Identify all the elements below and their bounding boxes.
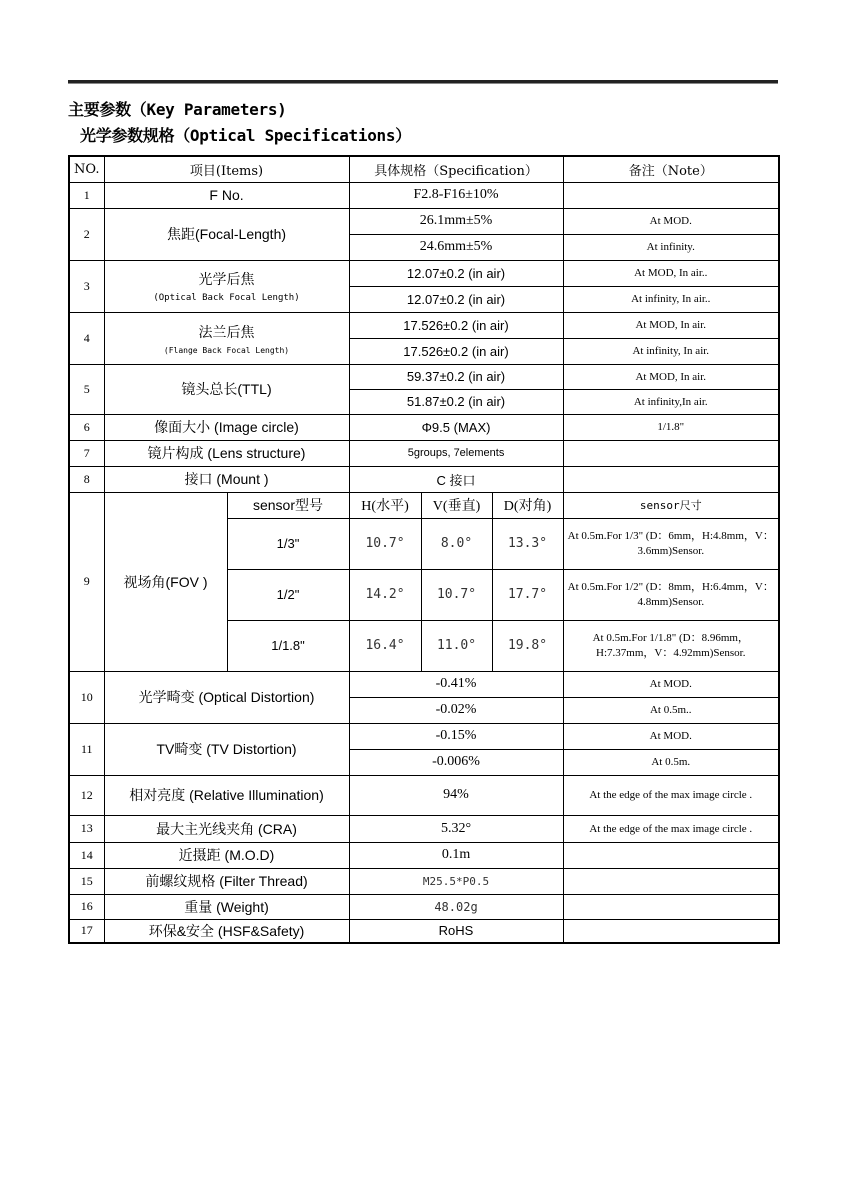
fov-note: At 0.5m.For 1/1.8" (D：8.96mm，H:7.37mm，V：4.92mm)Sensor. (563, 620, 779, 671)
row-note (563, 868, 779, 894)
row-no: 12 (69, 775, 104, 815)
table-row (69, 868, 779, 894)
row-note: At MOD. (563, 208, 779, 234)
fov-header-v: V(垂直) (421, 492, 492, 518)
table-row (69, 671, 779, 697)
row-no: 15 (69, 868, 104, 894)
row-item (104, 312, 349, 364)
row-spec: RoHS (349, 919, 563, 943)
table-row (69, 208, 779, 234)
section-subheading: 光学参数规格（Optical Specifications） (80, 126, 411, 145)
row-note: At MOD, In air. (563, 364, 779, 389)
row-note (563, 842, 779, 868)
fov-v: 8.0° (421, 518, 492, 569)
row-spec: 12.07±0.2 (in air) (349, 286, 563, 312)
row-note (563, 919, 779, 943)
row-no: 13 (69, 815, 104, 842)
row-item: 光学畸变 (Optical Distortion) (104, 671, 349, 723)
row-note (563, 440, 779, 466)
table-row (69, 260, 779, 286)
table-row (69, 312, 779, 338)
fov-note: At 0.5m.For 1/3" (D：6mm，H:4.8mm，V：3.6mm)Sensor. (563, 518, 779, 569)
header-spec: 具体规格（Specification） (349, 156, 563, 182)
fov-header-size: sensor尺寸 (563, 492, 779, 518)
row-item: 镜头总长(TTL) (104, 364, 349, 414)
row-spec: -0.02% (349, 697, 563, 723)
row-item: 焦距(Focal-Length) (104, 208, 349, 260)
row-spec: 5groups, 7elements (349, 440, 563, 466)
row-item: 相对亮度 (Relative Illumination) (104, 775, 349, 815)
row-spec: -0.15% (349, 723, 563, 749)
row-spec: -0.41% (349, 671, 563, 697)
row-item: 近摄距 (M.O.D) (104, 842, 349, 868)
optical-spec-table (68, 155, 780, 944)
item-cn: 光学后焦 (198, 271, 255, 287)
row-item: 环保&安全 (HSF&Safety) (104, 919, 349, 943)
table-row (69, 842, 779, 868)
table-row (69, 919, 779, 943)
row-spec: 26.1mm±5% (349, 208, 563, 234)
row-item: 前螺纹规格 (Filter Thread) (104, 868, 349, 894)
fov-h: 10.7° (349, 518, 421, 569)
row-item: 接口 (Mount ) (104, 466, 349, 492)
row-spec: C 接口 (349, 466, 563, 492)
row-note: 1/1.8" (563, 414, 779, 440)
table-row (69, 414, 779, 440)
row-spec: 94% (349, 775, 563, 815)
row-spec: 59.37±0.2 (in air) (349, 364, 563, 389)
header-row (69, 156, 779, 182)
item-cn: 法兰后焦 (198, 323, 255, 340)
row-spec: 5.32° (349, 815, 563, 842)
row-no: 1 (69, 182, 104, 208)
row-note (563, 182, 779, 208)
fov-v: 10.7° (421, 569, 492, 620)
row-no: 16 (69, 894, 104, 919)
row-spec: 24.6mm±5% (349, 234, 563, 260)
row-spec: 12.07±0.2 (in air) (349, 260, 563, 286)
row-note: At the edge of the max image circle . (563, 775, 779, 815)
row-note: At infinity, In air. (563, 338, 779, 364)
top-rule (68, 80, 778, 84)
fov-d: 13.3° (492, 518, 563, 569)
row-spec: 17.526±0.2 (in air) (349, 312, 563, 338)
table-row (69, 894, 779, 919)
row-no: 10 (69, 671, 104, 723)
table-row (69, 775, 779, 815)
table-row (69, 440, 779, 466)
row-no: 9 (69, 492, 104, 671)
item-en: (Flange Back Focal Length) (163, 345, 290, 355)
row-spec: 48.02g (349, 894, 563, 919)
fov-d: 19.8° (492, 620, 563, 671)
row-no: 5 (69, 364, 104, 414)
row-note: At the edge of the max image circle . (563, 815, 779, 842)
fov-d: 17.7° (492, 569, 563, 620)
row-spec: 51.87±0.2 (in air) (349, 389, 563, 414)
fov-sensor: 1/1.8" (227, 620, 349, 671)
row-spec: F2.8-F16±10% (349, 182, 563, 208)
row-item: F No. (104, 182, 349, 208)
row-no: 11 (69, 723, 104, 775)
table-row (69, 182, 779, 208)
row-no: 17 (69, 919, 104, 943)
row-note: At 0.5m.. (563, 697, 779, 723)
row-item: 视场角(FOV ) (104, 492, 227, 671)
header-items: 项目(Items) (104, 156, 349, 182)
row-note: At infinity. (563, 234, 779, 260)
row-item: 重量 (Weight) (104, 894, 349, 919)
row-no: 2 (69, 208, 104, 260)
row-spec: M25.5*P0.5 (349, 868, 563, 894)
row-item: TV畸变 (TV Distortion) (104, 723, 349, 775)
row-note: At MOD, In air. (563, 312, 779, 338)
row-spec: Φ9.5 (MAX) (349, 414, 563, 440)
fov-header-h: H(水平) (349, 492, 421, 518)
row-note (563, 894, 779, 919)
row-no: 7 (69, 440, 104, 466)
row-item: 最大主光线夹角 (CRA) (104, 815, 349, 842)
fov-header-d: D(对角) (492, 492, 563, 518)
fov-h: 16.4° (349, 620, 421, 671)
table-row (69, 364, 779, 389)
fov-sensor: 1/2" (227, 569, 349, 620)
row-spec: 17.526±0.2 (in air) (349, 338, 563, 364)
row-no: 14 (69, 842, 104, 868)
fov-note: At 0.5m.For 1/2" (D：8mm，H:6.4mm，V：4.8mm)Sensor. (563, 569, 779, 620)
row-note (563, 466, 779, 492)
table-row (69, 466, 779, 492)
row-note: At infinity, In air.. (563, 286, 779, 312)
row-spec: -0.006% (349, 749, 563, 775)
header-note: 备注（Note） (563, 156, 779, 182)
table-row (69, 815, 779, 842)
row-item: 像面大小 (Image circle) (104, 414, 349, 440)
section-heading: 主要参数（Key Parameters) (68, 100, 287, 119)
fov-header-sensor: sensor型号 (227, 492, 349, 518)
row-no: 4 (69, 312, 104, 364)
row-note: At MOD. (563, 671, 779, 697)
fov-v: 11.0° (421, 620, 492, 671)
header-no: NO. (69, 156, 104, 182)
fov-header-row (69, 492, 779, 518)
row-item (104, 260, 349, 312)
row-note: At MOD, In air.. (563, 260, 779, 286)
fov-h: 14.2° (349, 569, 421, 620)
row-spec: 0.1m (349, 842, 563, 868)
row-note: At MOD. (563, 723, 779, 749)
row-note: At 0.5m. (563, 749, 779, 775)
row-note: At infinity,In air. (563, 389, 779, 414)
table-row (69, 723, 779, 749)
row-item: 镜片构成 (Lens structure) (104, 440, 349, 466)
row-no: 6 (69, 414, 104, 440)
fov-sensor: 1/3" (227, 518, 349, 569)
row-no: 8 (69, 466, 104, 492)
item-en: (Optical Back Focal Length) (153, 293, 300, 303)
row-no: 3 (69, 260, 104, 312)
